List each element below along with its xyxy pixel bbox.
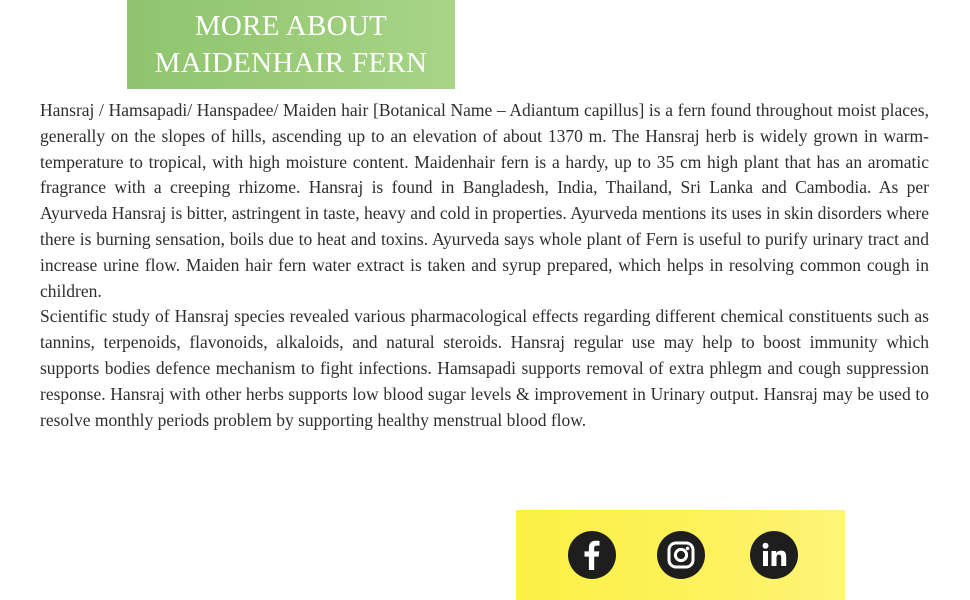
section-title-line-2: MAIDENHAIR FERN xyxy=(154,46,428,79)
article-body xyxy=(40,98,929,433)
facebook-icon[interactable] xyxy=(568,531,616,579)
section-title-line-1: MORE ABOUT xyxy=(194,9,388,42)
article-paragraph-2: Scientific study of Hansraj species revealed various pharmacological effects regarding different chemical constituents such as tannins, terpenoids, flavonoids, alkaloids, and natural steroids. Hansraj regular use may help to boost immunity which supports bodies defence mechanism to fight infections. Hamsapadi supports removal of extra phlegm and cough suppression response. Hansraj with other herbs supports low blood sugar levels & improvement in Urinary output. Hansraj may be used to resolve monthly periods problem by supporting healthy menstrual blood flow. xyxy=(40,306,929,430)
section-title-banner xyxy=(127,0,455,89)
social-links-bar xyxy=(516,510,845,600)
linkedin-icon[interactable] xyxy=(750,531,798,579)
instagram-icon[interactable] xyxy=(657,531,705,579)
article-paragraph-1: Hansraj / Hamsapadi/ Hanspadee/ Maiden hair [Botanical Name – Adiantum capillus] is a fern found throughout moist places, generally on the slopes of hills, ascending up to an elevation of about 1370 m. The Hansraj herb is widely grown in warm-temperature to tropical, with high moisture content. Maidenhair fern is a hardy, up to 35 cm high plant that has an aromatic fragrance with a creeping rhizome. Hansraj is found in Bangladesh, India, Thailand, Sri Lanka and Cambodia. As per Ayurveda Hansraj is bitter, astringent in taste, heavy and cold in properties. Ayurveda mentions its uses in skin disorders where there is burning sensation, boils due to heat and toxins. Ayurveda says whole plant of Fern is useful to purify urinary tract and increase urine flow. Maiden hair fern water extract is taken and syrup prepared, which helps in resolving common cough in children. xyxy=(40,100,929,301)
